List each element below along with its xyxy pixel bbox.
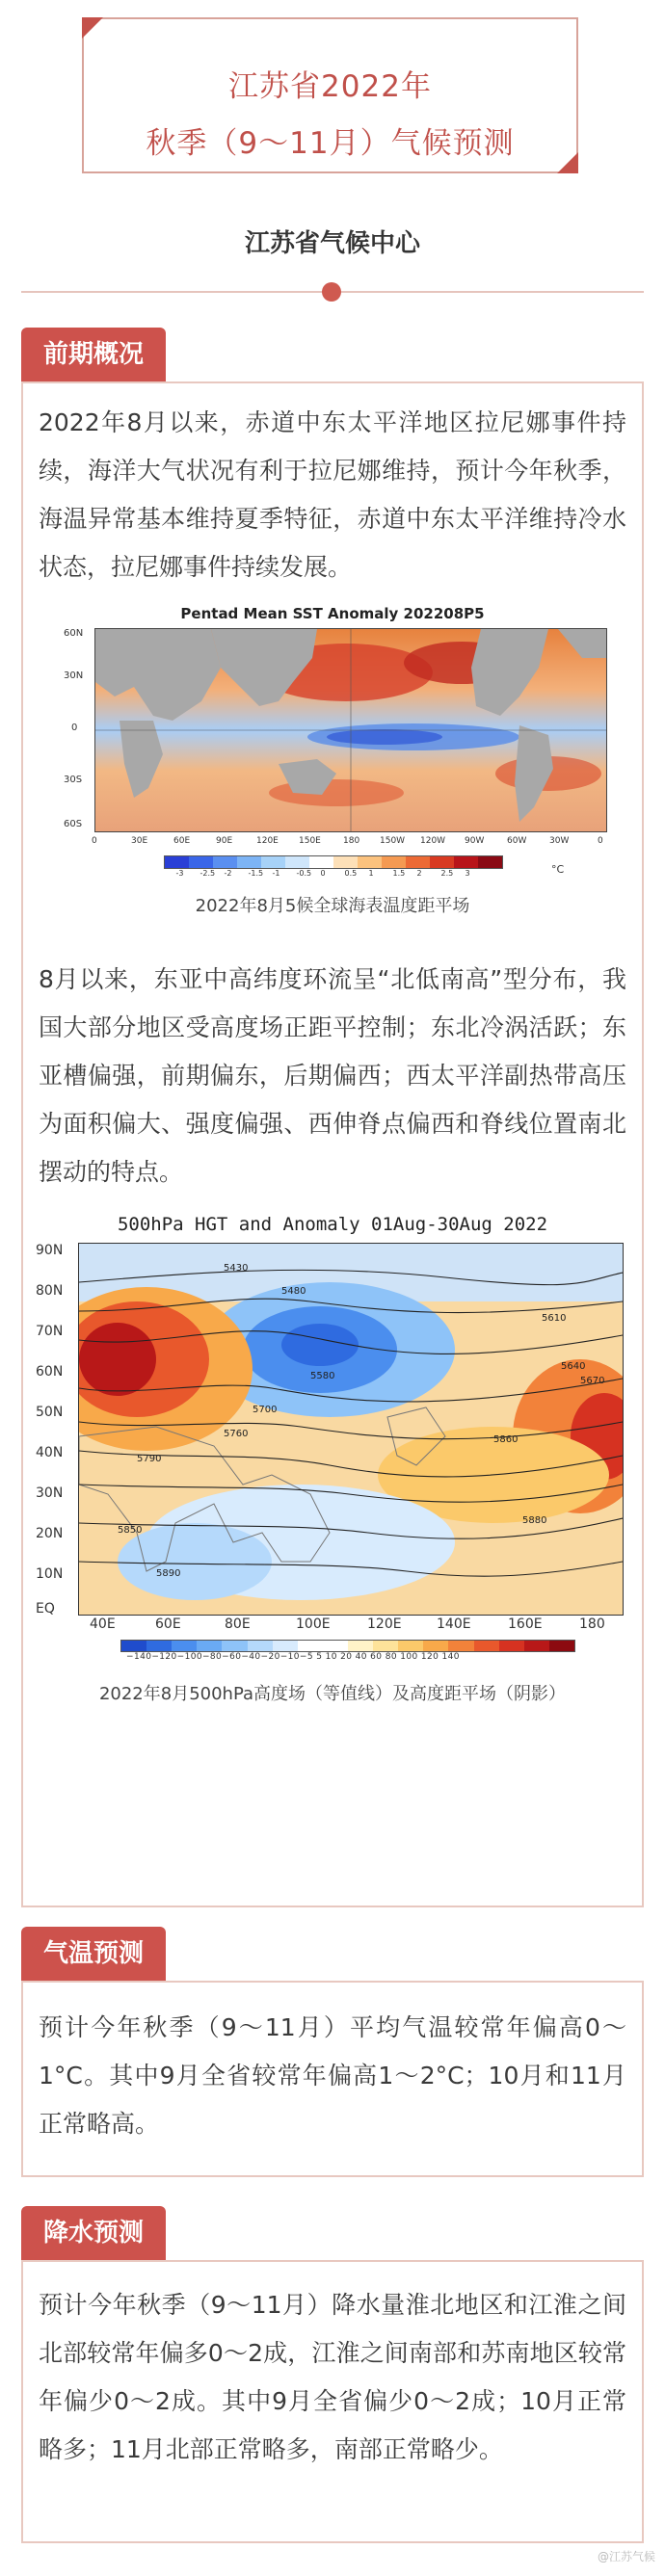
colorbar-tick: -2 (224, 869, 232, 878)
lon-tick: 140E (437, 1617, 471, 1632)
hgt-figure-caption: 2022年8月500hPa高度场（等值线）及高度距平场（阴影） (98, 1684, 567, 1704)
colorbar-tick: 2 (416, 869, 422, 878)
section-early-overview (21, 328, 644, 1907)
lon-tick: 30E (131, 836, 148, 846)
colorbar-swatch (213, 856, 237, 868)
colorbar-swatch (398, 1641, 423, 1651)
lon-tick: 90W (465, 836, 485, 846)
section-body-precipitation (21, 2260, 644, 2543)
paragraph-temperature: 预计今年秋季（9～11月）平均气温较常年偏高0～1°C。其中9月全省较常年偏高1～2°C；10月和11月正常略高。 (39, 2013, 626, 2138)
lon-tick: 60E (155, 1617, 181, 1632)
colorbar-swatch (430, 856, 454, 868)
colorbar-swatch (524, 1641, 549, 1651)
paragraph-enso: 2022年8月以来，赤道中东太平洋地区拉尼娜事件持续，海洋大气状况有利于拉尼娜维持，预计今年秋季，海温异常基本维持夏季特征，赤道中东太平洋维持冷水状态，拉尼娜事件持续发展。 (39, 408, 626, 581)
colorbar-swatch (248, 1641, 273, 1651)
lat-tick: 30N (64, 670, 84, 681)
section-body-temperature (21, 1981, 644, 2177)
colorbar-swatch (165, 856, 189, 868)
colorbar-tick: 2.5 (440, 869, 454, 878)
lat-tick: 60N (64, 628, 84, 639)
hgt-anomaly-figure (34, 1214, 631, 1667)
sst-figure-title: Pentad Mean SST Anomaly 202208P5 (180, 605, 485, 622)
svg-text:5670: 5670 (580, 1376, 605, 1386)
lon-tick: 180 (579, 1617, 605, 1632)
lat-tick: 70N (36, 1324, 64, 1339)
lat-tick: 80N (36, 1283, 64, 1299)
lon-tick: 160E (508, 1617, 543, 1632)
colorbar-swatch (121, 1641, 146, 1651)
lon-tick: 120W (420, 836, 446, 846)
colorbar-swatch (382, 856, 406, 868)
colorbar-tick: 0.5 (344, 869, 358, 878)
lon-tick: 150E (299, 836, 321, 846)
svg-text:5890: 5890 (156, 1568, 181, 1579)
watermark: @江苏气候 (597, 2550, 655, 2563)
lon-tick: 30W (549, 836, 570, 846)
colorbar-swatch (348, 1641, 373, 1651)
paragraph-precipitation: 预计今年秋季（9～11月）降水量淮北地区和江淮之间北部较常年偏多0～2成，江淮之间南部和苏南地区较常年偏少0～2成。其中9月全省偏少0～2成；10月正常略多；11月北部正常略多，南部正常略少。 (39, 2291, 626, 2463)
colorbar-tick: -1.5 (248, 869, 264, 878)
divider-dot-icon (322, 282, 341, 302)
hgt-map-graphic (79, 1244, 623, 1615)
lat-tick: 50N (36, 1405, 64, 1420)
svg-text:5850: 5850 (118, 1525, 143, 1536)
colorbar-swatch (454, 856, 478, 868)
section-body-early (21, 381, 644, 1907)
paragraph-circulation: 8月以来，东亚中高纬度环流呈“北低南高”型分布，我国大部分地区受高度场正距平控制；东北冷涡活跃；东亚槽偏强，前期偏东，后期偏西；西太平洋副热带高压为面积偏大、强度偏强、西伸脊点偏西和脊线位置南北摆动的特点。 (39, 965, 626, 1186)
colorbar-tick: -1 (272, 869, 280, 878)
colorbar-swatch (406, 856, 430, 868)
hgt-figure-title: 500hPa HGT and Anomaly 01Aug-30Aug 2022 (117, 1214, 548, 1235)
section-tab-early: 前期概况 (21, 328, 166, 381)
lon-tick: 120E (367, 1617, 402, 1632)
colorbar-swatch (237, 856, 261, 868)
section-temperature (21, 1927, 644, 2177)
corner-ornament-top-left (82, 17, 103, 39)
colorbar-tick: -2.5 (200, 869, 216, 878)
lon-tick: 0 (598, 836, 603, 846)
lon-tick: 0 (92, 836, 97, 846)
colorbar-swatch (373, 1641, 398, 1651)
lat-tick: 20N (36, 1526, 64, 1541)
title-line-2: 秋季（9～11月）气候预测 (146, 126, 515, 161)
hgt-anomaly-map (78, 1243, 624, 1616)
sst-map-graphic (95, 629, 606, 831)
colorbar-swatch (189, 856, 213, 868)
colorbar-swatch (298, 1641, 323, 1651)
colorbar-swatch (285, 856, 309, 868)
section-precipitation (21, 2206, 644, 2543)
colorbar-swatch (197, 1641, 222, 1651)
lon-tick: 80E (225, 1617, 251, 1632)
lon-tick: 180 (343, 836, 360, 846)
hgt-colorbar-ticks: −140−120−100−80−60−40−20−10−5 5 10 20 40 60 80 100 120 140 (126, 1652, 460, 1662)
colorbar-swatch (448, 1641, 473, 1651)
hgt-colorbar (120, 1640, 575, 1652)
lat-tick: 0 (71, 723, 78, 733)
svg-text:5860: 5860 (493, 1434, 519, 1445)
lat-tick: 60N (36, 1364, 64, 1380)
colorbar-swatch (474, 1641, 499, 1651)
colorbar-tick: 1 (368, 869, 374, 878)
sst-anomaly-figure (48, 605, 617, 884)
colorbar-tick: 3 (465, 869, 470, 878)
colorbar-swatch (146, 1641, 172, 1651)
sst-colorbar-ticks (164, 869, 501, 881)
colorbar-swatch (222, 1641, 247, 1651)
sst-colorbar (164, 855, 503, 869)
lon-tick: 90E (216, 836, 233, 846)
lon-tick: 150W (380, 836, 406, 846)
lat-tick: 10N (36, 1566, 64, 1582)
colorbar-tick: -3 (175, 869, 184, 878)
svg-text:5880: 5880 (522, 1515, 547, 1526)
colorbar-swatch (358, 856, 382, 868)
svg-text:5760: 5760 (224, 1429, 249, 1439)
colorbar-swatch (309, 856, 333, 868)
svg-text:5610: 5610 (542, 1313, 567, 1324)
svg-text:5480: 5480 (281, 1286, 306, 1297)
colorbar-swatch (261, 856, 285, 868)
colorbar-tick: 0 (320, 869, 326, 878)
svg-text:5430: 5430 (224, 1263, 249, 1274)
lat-tick: 30S (64, 775, 83, 785)
section-tab-precipitation: 降水预测 (21, 2206, 166, 2260)
lon-tick: 60W (507, 836, 527, 846)
colorbar-swatch (333, 856, 358, 868)
colorbar-tick: -0.5 (296, 869, 312, 878)
corner-ornament-bottom-right (557, 152, 578, 173)
sst-anomaly-map (94, 628, 607, 832)
sst-unit: °C (551, 863, 565, 876)
title-line-1: 江苏省2022年 (228, 69, 432, 104)
colorbar-swatch (172, 1641, 197, 1651)
lat-tick: 60S (64, 819, 83, 829)
lat-tick: 30N (36, 1485, 64, 1501)
colorbar-swatch (423, 1641, 448, 1651)
lat-tick: 40N (36, 1445, 64, 1460)
lon-tick: 120E (256, 836, 279, 846)
lat-tick: 90N (36, 1243, 64, 1258)
lat-tick: EQ (36, 1601, 55, 1617)
colorbar-swatch (273, 1641, 298, 1651)
title-card (82, 17, 578, 173)
lon-tick: 100E (296, 1617, 331, 1632)
svg-text:5580: 5580 (310, 1371, 335, 1381)
svg-text:5700: 5700 (253, 1405, 278, 1415)
colorbar-swatch (478, 856, 502, 868)
colorbar-tick: 1.5 (392, 869, 406, 878)
colorbar-swatch (499, 1641, 524, 1651)
svg-text:5640: 5640 (561, 1361, 586, 1372)
colorbar-swatch (323, 1641, 348, 1651)
lon-tick: 40E (90, 1617, 116, 1632)
section-tab-temperature: 气温预测 (21, 1927, 166, 1981)
sst-figure-caption: 2022年8月5候全球海表温度距平场 (195, 896, 470, 916)
colorbar-swatch (549, 1641, 574, 1651)
publisher-name: 江苏省气候中心 (244, 229, 420, 258)
lon-tick: 60E (173, 836, 191, 846)
svg-text:5790: 5790 (137, 1454, 162, 1464)
